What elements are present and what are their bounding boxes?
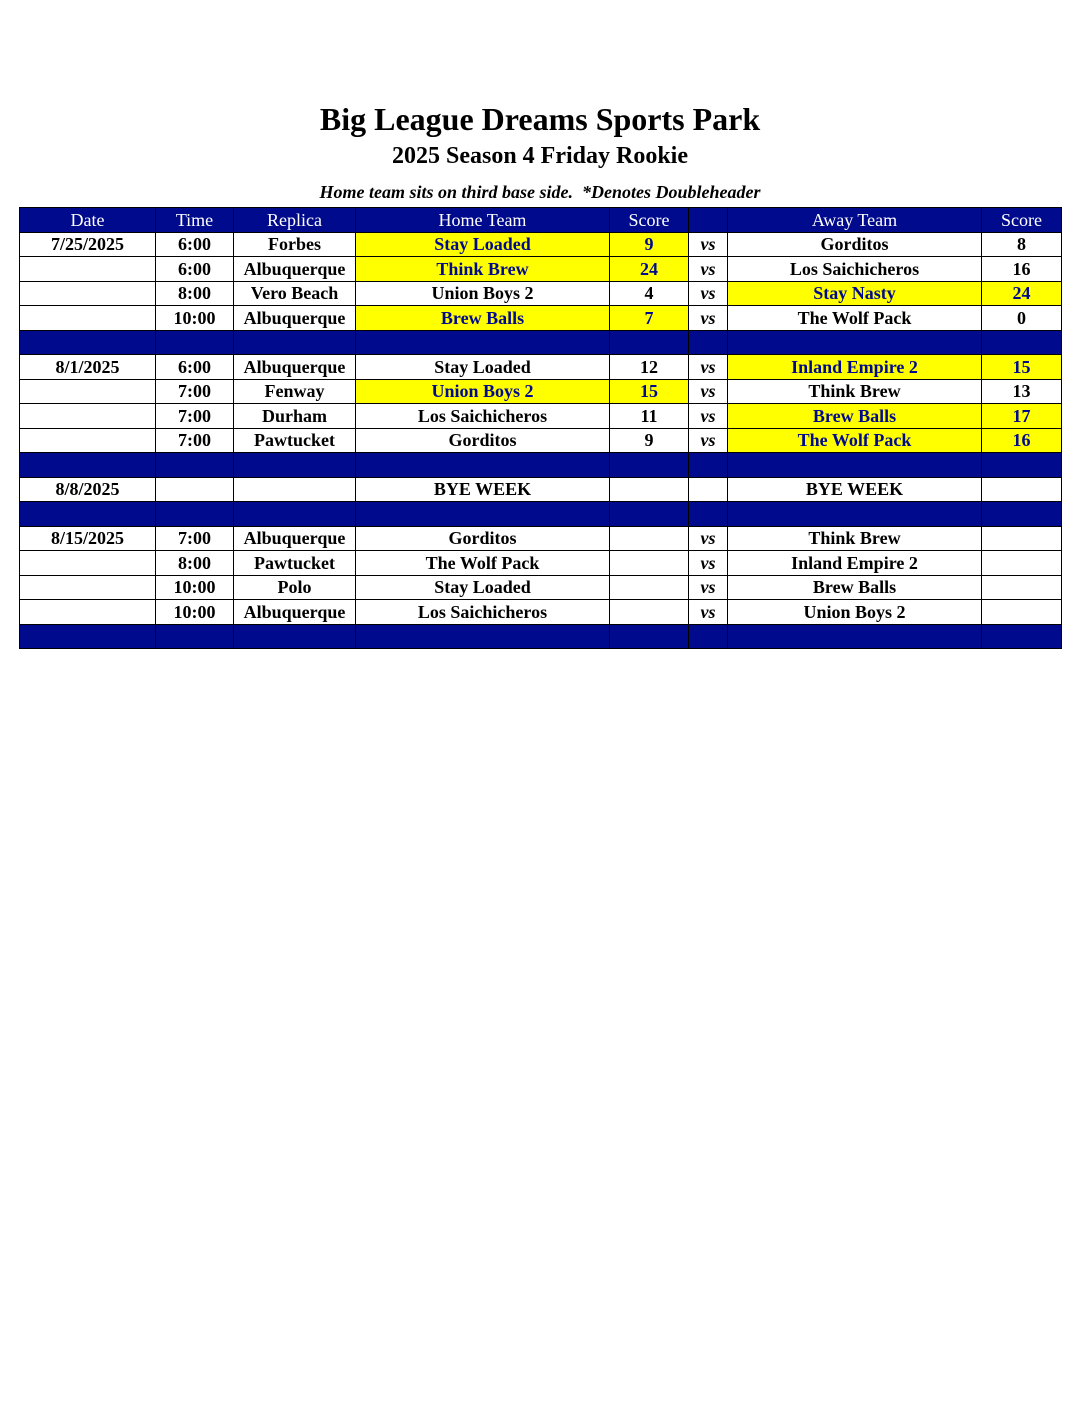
home-team-cell: Union Boys 2: [356, 281, 610, 306]
home-team-cell: Los Saichicheros: [356, 600, 610, 625]
date-cell: [20, 281, 156, 306]
separator-cell: [610, 453, 689, 478]
away-score-cell: 16: [982, 257, 1062, 282]
home-score-cell: [610, 575, 689, 600]
away-team-cell: Inland Empire 2: [728, 355, 982, 380]
vs-label: vs: [689, 575, 728, 600]
separator-cell: [156, 502, 234, 527]
separator-cell: [20, 330, 156, 355]
separator-cell: [728, 453, 982, 478]
separator-cell: [728, 330, 982, 355]
column-header-replica: Replica: [234, 208, 356, 233]
schedule-table: [19, 207, 1062, 649]
separator-cell: [689, 502, 728, 527]
away-score-cell: [982, 551, 1062, 576]
game-row: [20, 281, 1062, 306]
column-header-away-team: Away Team: [728, 208, 982, 233]
home-score-cell: 9: [610, 232, 689, 257]
separator-cell: [982, 330, 1062, 355]
vs-label: vs: [689, 306, 728, 331]
home-score-cell: 24: [610, 257, 689, 282]
replica-cell: Pawtucket: [234, 551, 356, 576]
home-score-cell: [610, 477, 689, 502]
replica-cell: Fenway: [234, 379, 356, 404]
away-score-cell: 17: [982, 404, 1062, 429]
separator-cell: [689, 453, 728, 478]
away-team-cell: Brew Balls: [728, 404, 982, 429]
away-score-cell: 15: [982, 355, 1062, 380]
replica-cell: [234, 477, 356, 502]
home-team-cell: Stay Loaded: [356, 232, 610, 257]
separator-row: [20, 624, 1062, 649]
separator-cell: [356, 502, 610, 527]
separator-cell: [982, 624, 1062, 649]
home-team-cell: Los Saichicheros: [356, 404, 610, 429]
date-cell: [20, 428, 156, 453]
game-row: [20, 355, 1062, 380]
column-header-home-team: Home Team: [356, 208, 610, 233]
schedule-note: Home team sits on third base side. *Denotes Doubleheader: [319, 182, 761, 202]
away-score-cell: 16: [982, 428, 1062, 453]
replica-cell: Albuquerque: [234, 526, 356, 551]
date-cell: [20, 575, 156, 600]
separator-cell: [156, 624, 234, 649]
away-score-cell: 0: [982, 306, 1062, 331]
away-team-cell: The Wolf Pack: [728, 306, 982, 331]
home-score-cell: [610, 551, 689, 576]
time-cell: 8:00: [156, 281, 234, 306]
home-score-cell: 15: [610, 379, 689, 404]
away-team-cell: Inland Empire 2: [728, 551, 982, 576]
home-score-cell: 4: [610, 281, 689, 306]
time-cell: 10:00: [156, 575, 234, 600]
away-team-cell: BYE WEEK: [728, 477, 982, 502]
vs-label: vs: [689, 257, 728, 282]
away-team-cell: Union Boys 2: [728, 600, 982, 625]
time-cell: 10:00: [156, 306, 234, 331]
away-score-cell: [982, 575, 1062, 600]
replica-cell: Albuquerque: [234, 600, 356, 625]
date-cell: [20, 306, 156, 331]
replica-cell: Albuquerque: [234, 355, 356, 380]
separator-cell: [234, 330, 356, 355]
vs-label: vs: [689, 428, 728, 453]
vs-label: vs: [689, 404, 728, 429]
home-team-cell: Union Boys 2: [356, 379, 610, 404]
time-cell: 7:00: [156, 379, 234, 404]
column-header-home-score: Score: [610, 208, 689, 233]
separator-cell: [20, 502, 156, 527]
away-score-cell: 8: [982, 232, 1062, 257]
home-score-cell: 7: [610, 306, 689, 331]
separator-cell: [356, 624, 610, 649]
date-cell: [20, 404, 156, 429]
away-team-cell: Los Saichicheros: [728, 257, 982, 282]
game-row: [20, 404, 1062, 429]
schedule-body: [20, 232, 1062, 649]
separator-cell: [20, 453, 156, 478]
time-cell: 6:00: [156, 355, 234, 380]
page-subtitle: 2025 Season 4 Friday Rookie: [391, 143, 688, 169]
home-score-cell: 9: [610, 428, 689, 453]
date-cell: [20, 379, 156, 404]
vs-label: vs: [689, 281, 728, 306]
separator-cell: [982, 502, 1062, 527]
date-cell: 8/8/2025: [20, 477, 156, 502]
home-score-cell: 12: [610, 355, 689, 380]
separator-cell: [356, 330, 610, 355]
game-row: [20, 551, 1062, 576]
game-row: [20, 232, 1062, 257]
away-team-cell: Think Brew: [728, 379, 982, 404]
date-cell: [20, 600, 156, 625]
date-cell: [20, 551, 156, 576]
separator-cell: [234, 502, 356, 527]
home-score-cell: [610, 526, 689, 551]
away-score-cell: [982, 477, 1062, 502]
column-header-date: Date: [20, 208, 156, 233]
game-row: [20, 306, 1062, 331]
separator-cell: [728, 502, 982, 527]
game-row: [20, 600, 1062, 625]
replica-cell: Pawtucket: [234, 428, 356, 453]
separator-cell: [689, 330, 728, 355]
home-team-cell: Gorditos: [356, 526, 610, 551]
home-team-cell: Gorditos: [356, 428, 610, 453]
replica-cell: Forbes: [234, 232, 356, 257]
home-team-cell: BYE WEEK: [356, 477, 610, 502]
vs-label: vs: [689, 232, 728, 257]
replica-cell: Polo: [234, 575, 356, 600]
away-score-cell: [982, 526, 1062, 551]
vs-label: vs: [689, 526, 728, 551]
separator-cell: [689, 624, 728, 649]
time-cell: 6:00: [156, 257, 234, 282]
separator-cell: [156, 453, 234, 478]
separator-cell: [610, 624, 689, 649]
time-cell: 10:00: [156, 600, 234, 625]
game-row: [20, 257, 1062, 282]
away-team-cell: Gorditos: [728, 232, 982, 257]
date-cell: [20, 257, 156, 282]
home-team-cell: Think Brew: [356, 257, 610, 282]
separator-cell: [982, 453, 1062, 478]
home-score-cell: [610, 600, 689, 625]
home-team-cell: The Wolf Pack: [356, 551, 610, 576]
replica-cell: Albuquerque: [234, 257, 356, 282]
time-cell: 8:00: [156, 551, 234, 576]
separator-cell: [610, 330, 689, 355]
vs-label: [689, 477, 728, 502]
time-cell: 7:00: [156, 428, 234, 453]
vs-label: vs: [689, 355, 728, 380]
separator-cell: [20, 624, 156, 649]
game-row: [20, 477, 1062, 502]
away-team-cell: Brew Balls: [728, 575, 982, 600]
time-cell: 6:00: [156, 232, 234, 257]
separator-row: [20, 502, 1062, 527]
page-title: Big League Dreams Sports Park: [319, 101, 761, 137]
home-team-cell: Stay Loaded: [356, 575, 610, 600]
replica-cell: Vero Beach: [234, 281, 356, 306]
away-team-cell: Stay Nasty: [728, 281, 982, 306]
home-score-cell: 11: [610, 404, 689, 429]
game-row: [20, 379, 1062, 404]
time-cell: [156, 477, 234, 502]
separator-cell: [234, 624, 356, 649]
separator-cell: [728, 624, 982, 649]
column-header-away-score: Score: [982, 208, 1062, 233]
away-score-cell: [982, 600, 1062, 625]
separator-cell: [234, 453, 356, 478]
game-row: [20, 575, 1062, 600]
date-cell: 8/1/2025: [20, 355, 156, 380]
column-header-vs: [689, 208, 728, 233]
time-cell: 7:00: [156, 526, 234, 551]
vs-label: vs: [689, 600, 728, 625]
vs-label: vs: [689, 551, 728, 576]
game-row: [20, 526, 1062, 551]
replica-cell: Durham: [234, 404, 356, 429]
separator-cell: [356, 453, 610, 478]
date-cell: 7/25/2025: [20, 232, 156, 257]
separator-cell: [156, 330, 234, 355]
away-score-cell: 24: [982, 281, 1062, 306]
game-row: [20, 428, 1062, 453]
home-team-cell: Brew Balls: [356, 306, 610, 331]
separator-row: [20, 330, 1062, 355]
column-header-time: Time: [156, 208, 234, 233]
separator-cell: [610, 502, 689, 527]
away-team-cell: Think Brew: [728, 526, 982, 551]
away-team-cell: The Wolf Pack: [728, 428, 982, 453]
header-row: [20, 208, 1062, 233]
away-score-cell: 13: [982, 379, 1062, 404]
date-cell: 8/15/2025: [20, 526, 156, 551]
home-team-cell: Stay Loaded: [356, 355, 610, 380]
replica-cell: Albuquerque: [234, 306, 356, 331]
vs-label: vs: [689, 379, 728, 404]
time-cell: 7:00: [156, 404, 234, 429]
separator-row: [20, 453, 1062, 478]
